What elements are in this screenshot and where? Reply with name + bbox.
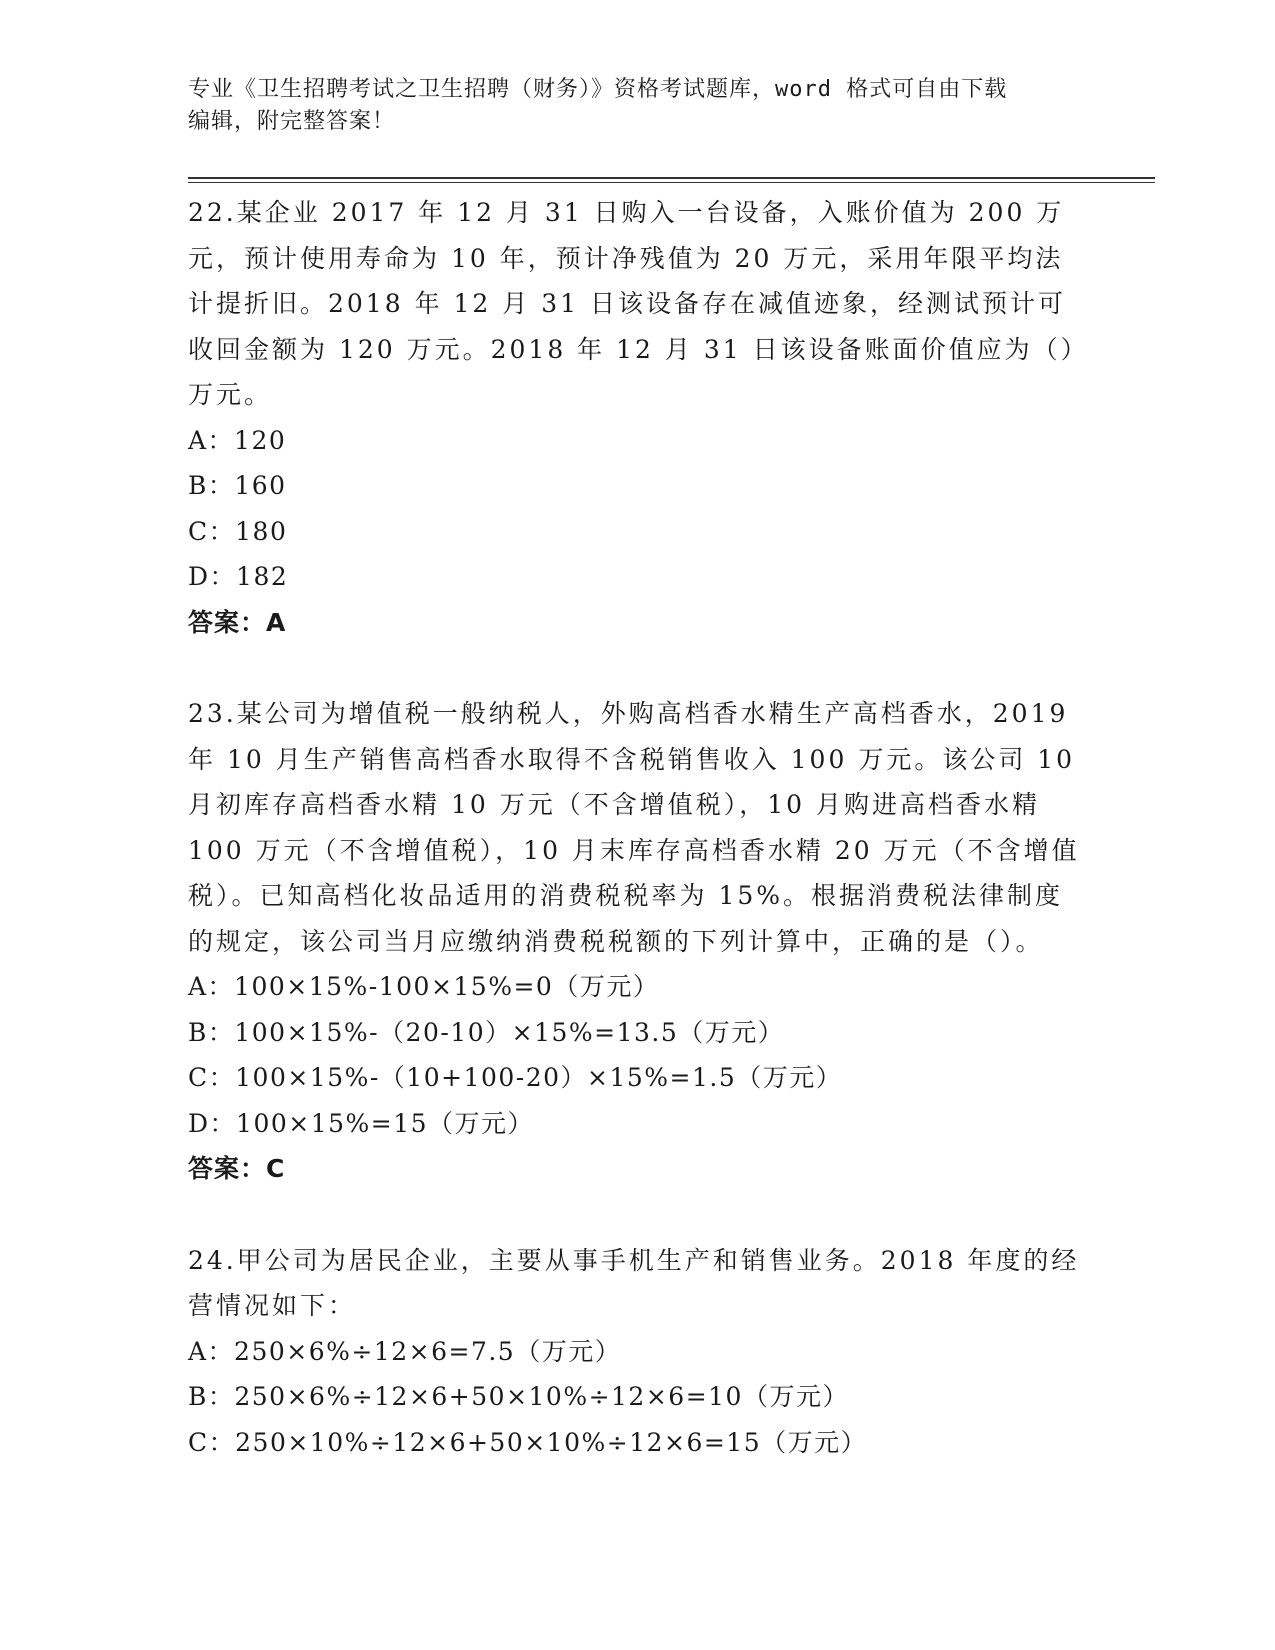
answer-line: 答案：A <box>188 607 287 637</box>
question-23 <box>188 691 1088 1192</box>
question-24 <box>188 1238 1088 1466</box>
question-22 <box>188 190 1088 645</box>
option-a: A：100×15%-100×15%=0（万元） <box>188 972 660 1001</box>
option-c: C：100×15%-（10+100-20）×15%=1.5（万元） <box>188 1063 843 1092</box>
question-stem: 24.甲公司为居民企业，主要从事手机生产和销售业务。2018 年度的经营情况如下： <box>188 1245 1080 1320</box>
option-b: B：250×6%÷12×6+50×10%÷12×6=10（万元） <box>188 1382 849 1411</box>
header-divider-thin <box>188 182 1155 183</box>
question-list <box>188 190 1088 1511</box>
option-c: C：180 <box>188 516 288 546</box>
option-a: A：250×6%÷12×6=7.5（万元） <box>188 1336 622 1366</box>
answer-line: 答案：C <box>188 1154 286 1183</box>
option-c: C：250×10%÷12×6+50×10%÷12×6=15（万元） <box>188 1427 868 1457</box>
option-d: D：100×15%=15（万元） <box>188 1108 535 1138</box>
question-stem: 23.某公司为增值税一般纳税人，外购高档香水精生产高档香水，2019 年 10 月生产销售高档香水取得不含税销售收入 100 万元。该公司 10 月初库存高档香水精 10 万元（不含增值税），10 月购进高档香水精 100 万元（不含增值税），10 月末库存高档香水精 20 万元（不含增值税）。已知高档化妆品适用的消费税税率为 15%。根据消费税法律制度的规定，该公司当月应缴纳消费税税额的下列计算中，正确的是（）。 <box>188 699 1080 956</box>
option-a: A：120 <box>188 425 287 455</box>
question-stem: 22.某企业 2017 年 12 月 31 日购入一台设备，入账价值为 200 万元，预计使用寿命为 10 年，预计净残值为 20 万元，采用年限平均法计提折旧。2018 年 12 月 31 日该设备存在减值迹象，经测试预计可收回金额为 120 万元。2018 年 12 月 31 日该设备账面价值应为（）万元。 <box>188 198 1077 409</box>
header-divider-thick <box>188 177 1155 179</box>
document-header: 专业《卫生招聘考试之卫生招聘（财务）》资格考试题库，word 格式可自由下载 编辑，附完整答案！ <box>188 77 1008 134</box>
option-b: B：160 <box>188 471 287 500</box>
option-d: D：182 <box>188 562 289 591</box>
option-b: B：100×15%-（20-10）×15%=13.5（万元） <box>188 1017 785 1047</box>
